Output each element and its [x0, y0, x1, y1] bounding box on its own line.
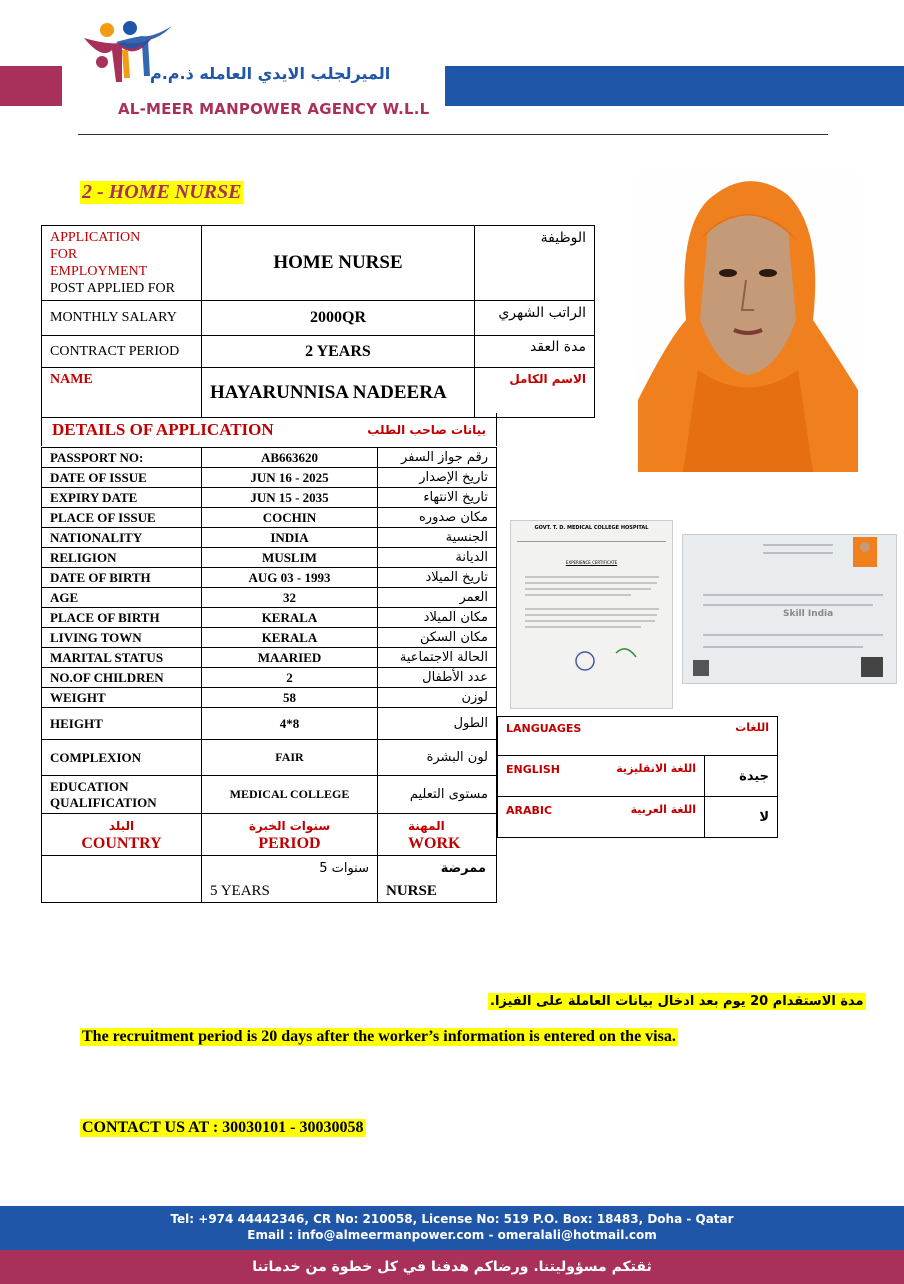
language-arabic: ARABIC [506, 804, 553, 817]
experience-work: NURSE [386, 883, 437, 899]
detail-label-arabic: لوزن [378, 688, 497, 708]
detail-value: JUN 15 - 2035 [202, 488, 378, 508]
footer-line-2: Email : info@almeermanpower.com - omeralali@hotmail.com [247, 1228, 657, 1242]
detail-label-arabic: تاريخ الانتهاء [378, 488, 497, 508]
post-label-sub: POST APPLIED FOR [50, 281, 176, 296]
contract-label: CONTRACT PERIOD [42, 336, 202, 368]
languages-heading-arabic: اللغات [735, 721, 769, 734]
detail-value: KERALA [202, 628, 378, 648]
languages-heading: LANGUAGES [506, 722, 582, 735]
complexion-value: FAIR [202, 740, 378, 776]
details-heading-arabic: بيانات صاحب الطلب [367, 422, 486, 437]
contract-label-arabic: مدة العقد [475, 336, 595, 368]
work-heading: WORK [408, 834, 461, 852]
detail-row [42, 448, 497, 468]
company-name-english: AL-MEER MANPOWER AGENCY W.L.L [118, 100, 430, 118]
header-bar-left [0, 66, 62, 106]
detail-value: KERALA [202, 608, 378, 628]
detail-label: AGE [42, 588, 202, 608]
experience-work-arabic: ممرضة [440, 861, 486, 876]
footer-line-1: Tel: +974 44442346, CR No: 210058, License No: 519 P.O. Box: 18483, Doha - Qatar [170, 1212, 734, 1226]
detail-value: COCHIN [202, 508, 378, 528]
detail-label: NATIONALITY [42, 528, 202, 548]
name-label-arabic: الاسم الكامل [475, 368, 595, 418]
detail-value: AUG 03 - 1993 [202, 568, 378, 588]
detail-row [42, 508, 497, 528]
country-heading-arabic: البلد [108, 818, 135, 833]
detail-label: DATE OF ISSUE [42, 468, 202, 488]
detail-value: JUN 16 - 2025 [202, 468, 378, 488]
education-label-arabic: مستوى التعليم [378, 776, 497, 814]
job-title: 2 - HOME NURSE [82, 181, 242, 203]
experience-country-cell [42, 856, 202, 903]
post-label-arabic: الوظيفة [475, 226, 595, 301]
contact-numbers: CONTACT US AT : 30030101 - 30030058 [82, 1119, 364, 1136]
detail-label: LIVING TOWN [42, 628, 202, 648]
details-table [41, 447, 497, 903]
detail-label: EXPIRY DATE [42, 488, 202, 508]
recruitment-note-arabic: مدة الاستقدام 20 يوم بعد ادخال بيانات العاملة على الفيزا. [490, 994, 864, 1009]
applicant-photo [638, 170, 858, 472]
experience-period-arabic: 5 سنوات [319, 861, 369, 876]
detail-row [42, 468, 497, 488]
detail-row [42, 568, 497, 588]
language-english-arabic: اللغة الانقليزية [616, 762, 696, 775]
languages-table [497, 716, 778, 838]
detail-row [42, 588, 497, 608]
detail-value: 58 [202, 688, 378, 708]
salary-label-arabic: الراتب الشهري [475, 301, 595, 336]
height-label-arabic: الطول [378, 708, 497, 740]
salary-label: MONTHLY SALARY [42, 301, 202, 336]
doc1-title: GOVT. T. D. MEDICAL COLLEGE HOSPITAL [534, 525, 649, 531]
detail-label-arabic: مكان صدوره [378, 508, 497, 528]
detail-label-arabic: العمر [378, 588, 497, 608]
education-value: MEDICAL COLLEGE [202, 776, 378, 814]
detail-row [42, 648, 497, 668]
height-value: 4*8 [202, 708, 378, 740]
detail-label-arabic: الجنسية [378, 528, 497, 548]
post-label-2: FOR [50, 247, 78, 262]
post-value: HOME NURSE [202, 226, 475, 301]
language-english-level: جيدة [705, 756, 778, 797]
period-heading-arabic: سنوات الخبرة [248, 818, 331, 833]
detail-row [42, 668, 497, 688]
detail-label-arabic: مكان السكن [378, 628, 497, 648]
detail-row [42, 488, 497, 508]
detail-label-arabic: الحالة الاجتماعية [378, 648, 497, 668]
language-english: ENGLISH [506, 763, 560, 776]
detail-value: 32 [202, 588, 378, 608]
doc1-subtitle: EXPERIENCE CERTIFICATE [565, 560, 618, 565]
header-divider [78, 134, 828, 135]
detail-value: AB663620 [202, 448, 378, 468]
detail-label: PLACE OF BIRTH [42, 608, 202, 628]
country-heading: COUNTRY [81, 834, 162, 852]
complexion-label-arabic: لون البشرة [378, 740, 497, 776]
details-heading: DETAILS OF APPLICATION [52, 419, 274, 439]
detail-row [42, 608, 497, 628]
detail-label: NO.OF CHILDREN [42, 668, 202, 688]
detail-value: 2 [202, 668, 378, 688]
period-heading: PERIOD [258, 834, 321, 852]
detail-row [42, 548, 497, 568]
detail-label-arabic: رقم جواز السفر [378, 448, 497, 468]
name-value: HAYARUNNISA NADEERA [202, 368, 475, 418]
detail-value: INDIA [202, 528, 378, 548]
detail-label-arabic: مكان الميلاد [378, 608, 497, 628]
detail-label: MARITAL STATUS [42, 648, 202, 668]
detail-label: PASSPORT NO: [42, 448, 202, 468]
header-bar-right [445, 66, 904, 106]
detail-label-arabic: عدد الأطفال [378, 668, 497, 688]
experience-period: 5 YEARS [210, 883, 270, 899]
post-label-1: APPLICATION [50, 230, 141, 245]
detail-row [42, 688, 497, 708]
detail-label-arabic: الديانة [378, 548, 497, 568]
detail-label: WEIGHT [42, 688, 202, 708]
detail-label: DATE OF BIRTH [42, 568, 202, 588]
detail-value: MAARIED [202, 648, 378, 668]
education-label: EDUCATION QUALIFICATION [42, 776, 202, 814]
detail-row [42, 628, 497, 648]
company-name-arabic: الميرلجلب الايدي العامله ذ.م.م [150, 64, 391, 83]
doc2-title: Skill India [783, 609, 834, 619]
details-heading-table [41, 413, 497, 446]
footer-contact [0, 1206, 904, 1250]
detail-row [42, 528, 497, 548]
detail-value: MUSLIM [202, 548, 378, 568]
salary-value: 2000QR [202, 301, 475, 336]
detail-label: RELIGION [42, 548, 202, 568]
detail-label: PLACE OF ISSUE [42, 508, 202, 528]
language-arabic-arabic: اللغة العربية [630, 803, 696, 816]
complexion-label: COMPLEXION [42, 740, 202, 776]
work-heading-arabic: المهنة [408, 818, 445, 833]
name-label: NAME [42, 368, 202, 418]
language-arabic-level: لا [705, 797, 778, 838]
footer-slogan: ثقتكم مسؤوليتنا. ورضاكم هدفنا في كل خطوة من خدماتنا [0, 1250, 904, 1284]
post-label-3: EMPLOYMENT [50, 264, 148, 279]
skill-certificate-thumbnail [682, 534, 897, 684]
height-label: HEIGHT [42, 708, 202, 740]
contract-value: 2 YEARS [202, 336, 475, 368]
recruitment-note: The recruitment period is 20 days after the worker’s information is entered on the visa. [82, 1028, 676, 1045]
application-table [41, 225, 595, 418]
experience-certificate-thumbnail [510, 520, 673, 709]
detail-label-arabic: تاريخ الميلاد [378, 568, 497, 588]
detail-label-arabic: تاريخ الإصدار [378, 468, 497, 488]
